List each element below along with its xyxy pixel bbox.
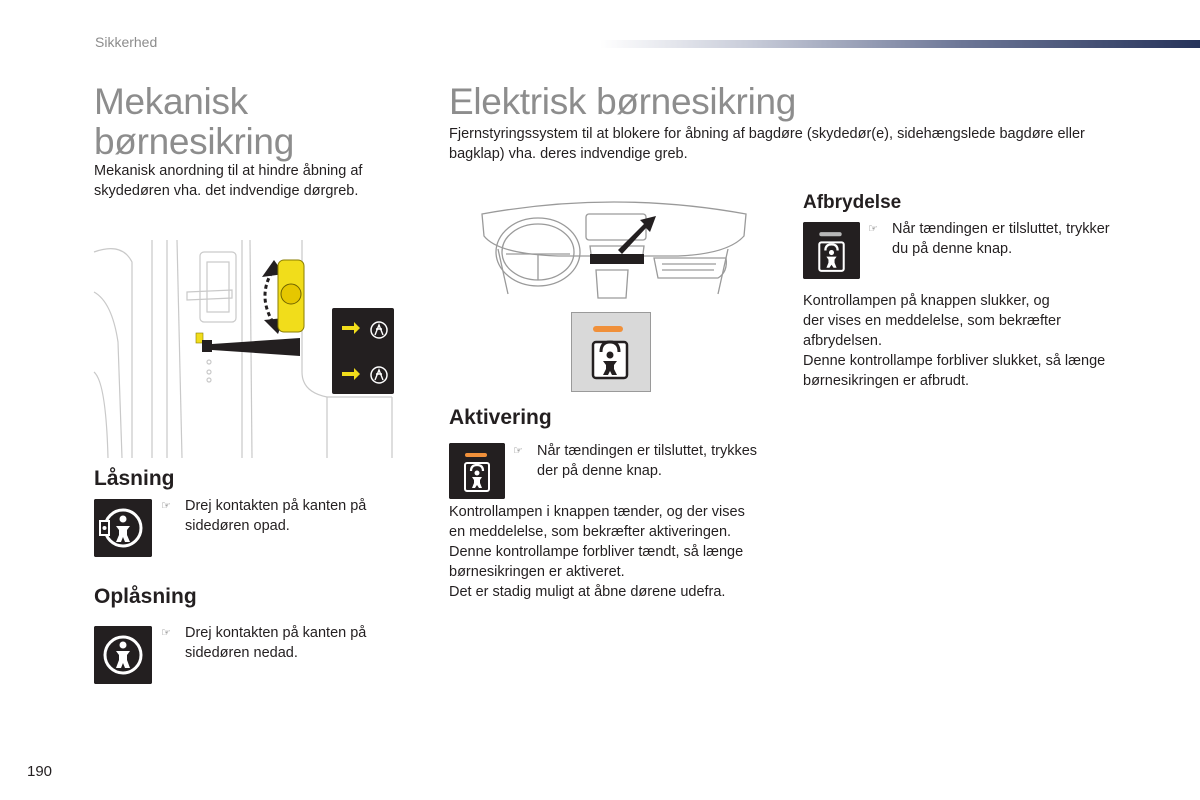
hand-pointer-icon: ☞	[868, 223, 878, 235]
activation-body-line: Denne kontrollampe forbliver tændt, så længe	[449, 544, 744, 560]
locking-heading: Låsning	[94, 467, 175, 490]
activation-body	[449, 502, 745, 602]
section-label: Sikkerhed	[95, 34, 158, 50]
deactivation-body-line: Kontrollampen på knappen slukker, og	[803, 293, 1050, 309]
deactivation-body-line: der vises en meddelelse, som bekræfter	[803, 313, 1061, 329]
electric-intro-line1: Fjernstyringssystem til at blokere for åbning af bagdøre (skydedør(e), sidehængslede bagdøre eller	[449, 126, 1085, 142]
unlocking-heading: Oplåsning	[94, 585, 197, 608]
electric-title: Elektrisk børnesikring	[449, 81, 797, 122]
deactivation-bullet-line1: Når tændingen er tilsluttet, trykker	[892, 221, 1110, 237]
activation-body-line: Det er stadig muligt at åbne dørene udefra.	[449, 584, 726, 600]
electric-intro	[449, 124, 1085, 164]
electric-intro-line2: bagklap) vha. deres indvendige greb.	[449, 146, 688, 162]
locking-text-line1: Drej kontakten på kanten på	[185, 498, 367, 514]
activation-lamp-indicator	[593, 326, 623, 332]
activation-bullet	[513, 441, 758, 481]
child-lock-off-icon	[94, 626, 152, 684]
dashboard-illustration	[478, 194, 750, 306]
deactivation-bullet	[868, 219, 1110, 259]
hand-pointer-icon: ☞	[513, 445, 523, 457]
mechanical-title	[94, 82, 294, 162]
deactivation-body	[803, 291, 1105, 391]
hand-pointer-icon: ☞	[161, 500, 171, 512]
activation-body-line: en meddelelse, som bekræfter aktiveringen.	[449, 524, 732, 540]
locking-text-line2: sidedøren opad.	[185, 518, 290, 534]
deactivation-body-line: børnesikringen er afbrudt.	[803, 373, 970, 389]
mechanical-intro	[94, 161, 362, 201]
activation-body-line: Kontrollampen i knappen tænder, og der vises	[449, 504, 745, 520]
mechanical-title-line1: Mekanisk	[94, 81, 248, 122]
sliding-door-illustration	[92, 232, 412, 458]
deactivation-bullet-line2: du på denne knap.	[892, 241, 1013, 257]
mechanical-intro-line1: Mekanisk anordning til at hindre åbning af	[94, 163, 363, 179]
deactivation-body-line: Denne kontrollampe forbliver slukket, så længe	[803, 353, 1106, 369]
deactivation-body-line: afbrydelsen.	[803, 333, 882, 349]
mechanical-intro-line2: skydedøren vha. det indvendige dørgreb.	[94, 183, 359, 199]
activation-heading: Aktivering	[449, 406, 552, 429]
hand-pointer-icon: ☞	[161, 627, 171, 639]
unlocking-text-line1: Drej kontakten på kanten på	[185, 625, 367, 641]
locking-bullet	[161, 496, 367, 536]
unlocking-bullet	[161, 623, 367, 663]
child-lock-button-on-icon	[449, 443, 505, 499]
activation-body-line: børnesikringen er aktiveret.	[449, 564, 625, 580]
activation-bullet-line1: Når tændingen er tilsluttet, trykkes	[537, 443, 758, 459]
child-lock-button-closeup	[571, 312, 651, 392]
child-lock-button-off-icon	[803, 222, 860, 279]
unlocking-text-line2: sidedøren nedad.	[185, 645, 298, 661]
deactivation-heading: Afbrydelse	[803, 192, 902, 213]
child-lock-on-icon	[94, 499, 152, 557]
header-gradient-bar	[600, 40, 1200, 48]
mechanical-title-line2: børnesikring	[94, 121, 294, 162]
page-number: 190	[27, 763, 53, 780]
activation-bullet-line2: der på denne knap.	[537, 463, 662, 479]
